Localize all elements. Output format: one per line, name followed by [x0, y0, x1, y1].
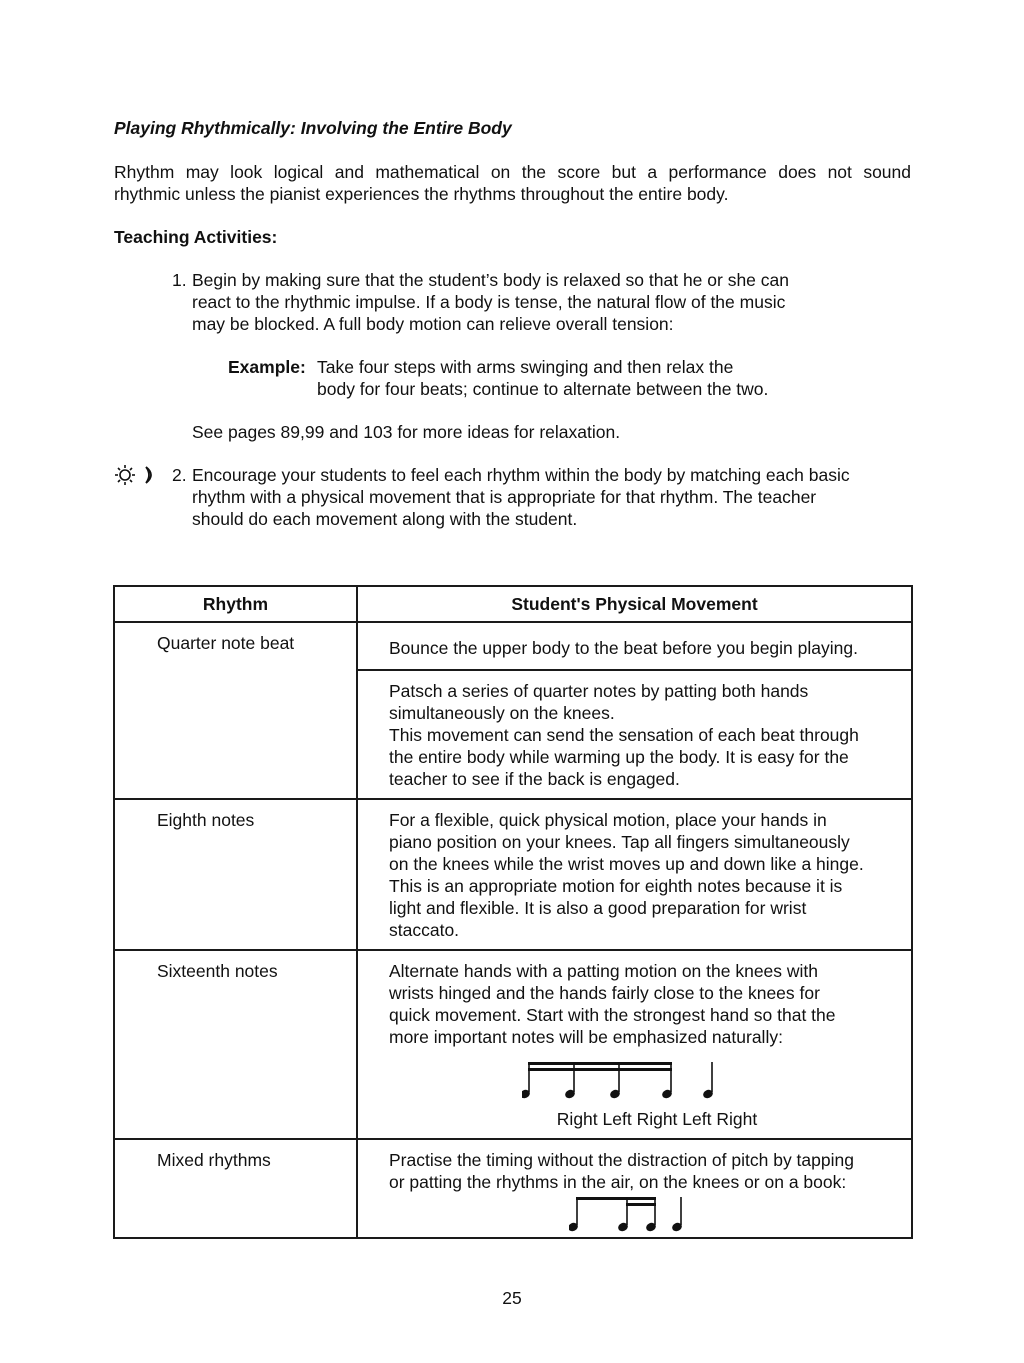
table-row	[114, 1139, 912, 1238]
sun-moon-icon	[114, 464, 164, 486]
moon-icon	[146, 467, 151, 483]
rhythm-cell	[114, 1139, 357, 1238]
item-line: react to the rhythmic impulse. If a body is tense, the natural flow of the music	[192, 292, 786, 312]
item-line: should do each movement along with the student.	[192, 509, 578, 529]
movement-line: Patsch a series of quarter notes by patting both hands	[389, 681, 809, 701]
see-pages-note: See pages 89,99 and 103 for more ideas for relaxation.	[192, 422, 621, 442]
table-row	[114, 799, 912, 950]
movement-line: staccato.	[389, 920, 460, 940]
item-line: may be blocked. A full body motion can relieve overall tension:	[192, 314, 674, 334]
example-line: Take four steps with arms swinging and then relax the	[317, 357, 734, 377]
table-header-row	[114, 586, 912, 622]
movement-line: simultaneously on the knees.	[389, 703, 615, 723]
movement-line: more important notes will be emphasized naturally:	[389, 1027, 783, 1047]
example-block	[228, 356, 878, 400]
movement-cell	[357, 670, 912, 799]
example-line: body for four beats; continue to alternate between the two.	[317, 379, 769, 399]
item-number: 1.	[172, 270, 187, 290]
rhythm-label: Eighth notes	[157, 810, 255, 830]
item-number: 2.	[172, 465, 187, 485]
column-header-rhythm: Rhythm	[114, 586, 357, 622]
movement-line: or patting the rhythms in the air, on the knees or on a book:	[389, 1172, 847, 1192]
movement-cell	[357, 622, 912, 670]
rhythm-cell	[114, 799, 357, 950]
intro-line: Rhythm may look logical and mathematical on the score but a performance does not sound	[114, 162, 911, 182]
rhythm-cell	[114, 622, 357, 799]
movement-line: For a flexible, quick physical motion, place your hands in	[389, 810, 827, 830]
movement-cell	[357, 799, 912, 950]
movement-line: Bounce the upper body to the beat before you begin playing.	[389, 638, 858, 658]
table-row	[114, 950, 912, 1139]
movement-line: piano position on your knees. Tap all fingers simultaneously	[389, 832, 850, 852]
rhythm-cell	[114, 950, 357, 1139]
sixteenth-notes-notation-icon	[522, 1058, 732, 1102]
teaching-activities-heading: Teaching Activities:	[114, 227, 278, 247]
movement-line: This movement can send the sensation of each beat through	[389, 725, 859, 745]
item-line: Encourage your students to feel each rhythm within the body by matching each basic	[192, 465, 850, 485]
intro-line: rhythmic unless the pianist experiences the rhythms throughout the entire body.	[114, 184, 729, 204]
intro-paragraph	[114, 161, 911, 205]
activity-item-1	[172, 269, 872, 335]
day-night-icons	[114, 464, 164, 486]
table-row	[114, 622, 912, 670]
rhythm-label: Sixteenth notes	[157, 961, 278, 981]
movement-line: wrists hinged and the hands fairly close to the knees for	[389, 983, 820, 1003]
mixed-rhythm-notation-icon	[569, 1195, 689, 1233]
column-header-movement: Student's Physical Movement	[357, 586, 912, 622]
rhythm-label: Quarter note beat	[157, 633, 295, 653]
movement-line: Alternate hands with a patting motion on the knees with	[389, 961, 819, 981]
sun-icon	[115, 465, 135, 485]
activity-item-2	[172, 464, 917, 530]
page-number: 25	[502, 1288, 522, 1308]
movement-cell	[357, 950, 912, 1139]
movement-line: on the knees while the wrist moves up and down like a hinge.	[389, 854, 864, 874]
movement-cell	[357, 1139, 912, 1238]
item-line: rhythm with a physical movement that is appropriate for that rhythm. The teacher	[192, 487, 817, 507]
movement-line: light and flexible. It is also a good preparation for wrist	[389, 898, 807, 918]
example-label: Example:	[228, 357, 306, 377]
movement-line: Practise the timing without the distraction of pitch by tapping	[389, 1150, 854, 1170]
rhythm-label: Mixed rhythms	[157, 1150, 271, 1170]
movement-line: the entire body while warming up the body. It is easy for the	[389, 747, 849, 767]
movement-line: teacher to see if the back is engaged.	[389, 769, 680, 789]
section-heading: Playing Rhythmically: Involving the Entire Body	[114, 118, 512, 138]
movement-line: quick movement. Start with the strongest hand so that the	[389, 1005, 836, 1025]
movement-line: This is an appropriate motion for eighth notes because it is	[389, 876, 843, 896]
notation-caption: Right Left Right Left Right	[556, 1109, 758, 1129]
item-line: Begin by making sure that the student’s body is relaxed so that he or she can	[192, 270, 789, 290]
rhythm-movement-table	[113, 585, 913, 1239]
